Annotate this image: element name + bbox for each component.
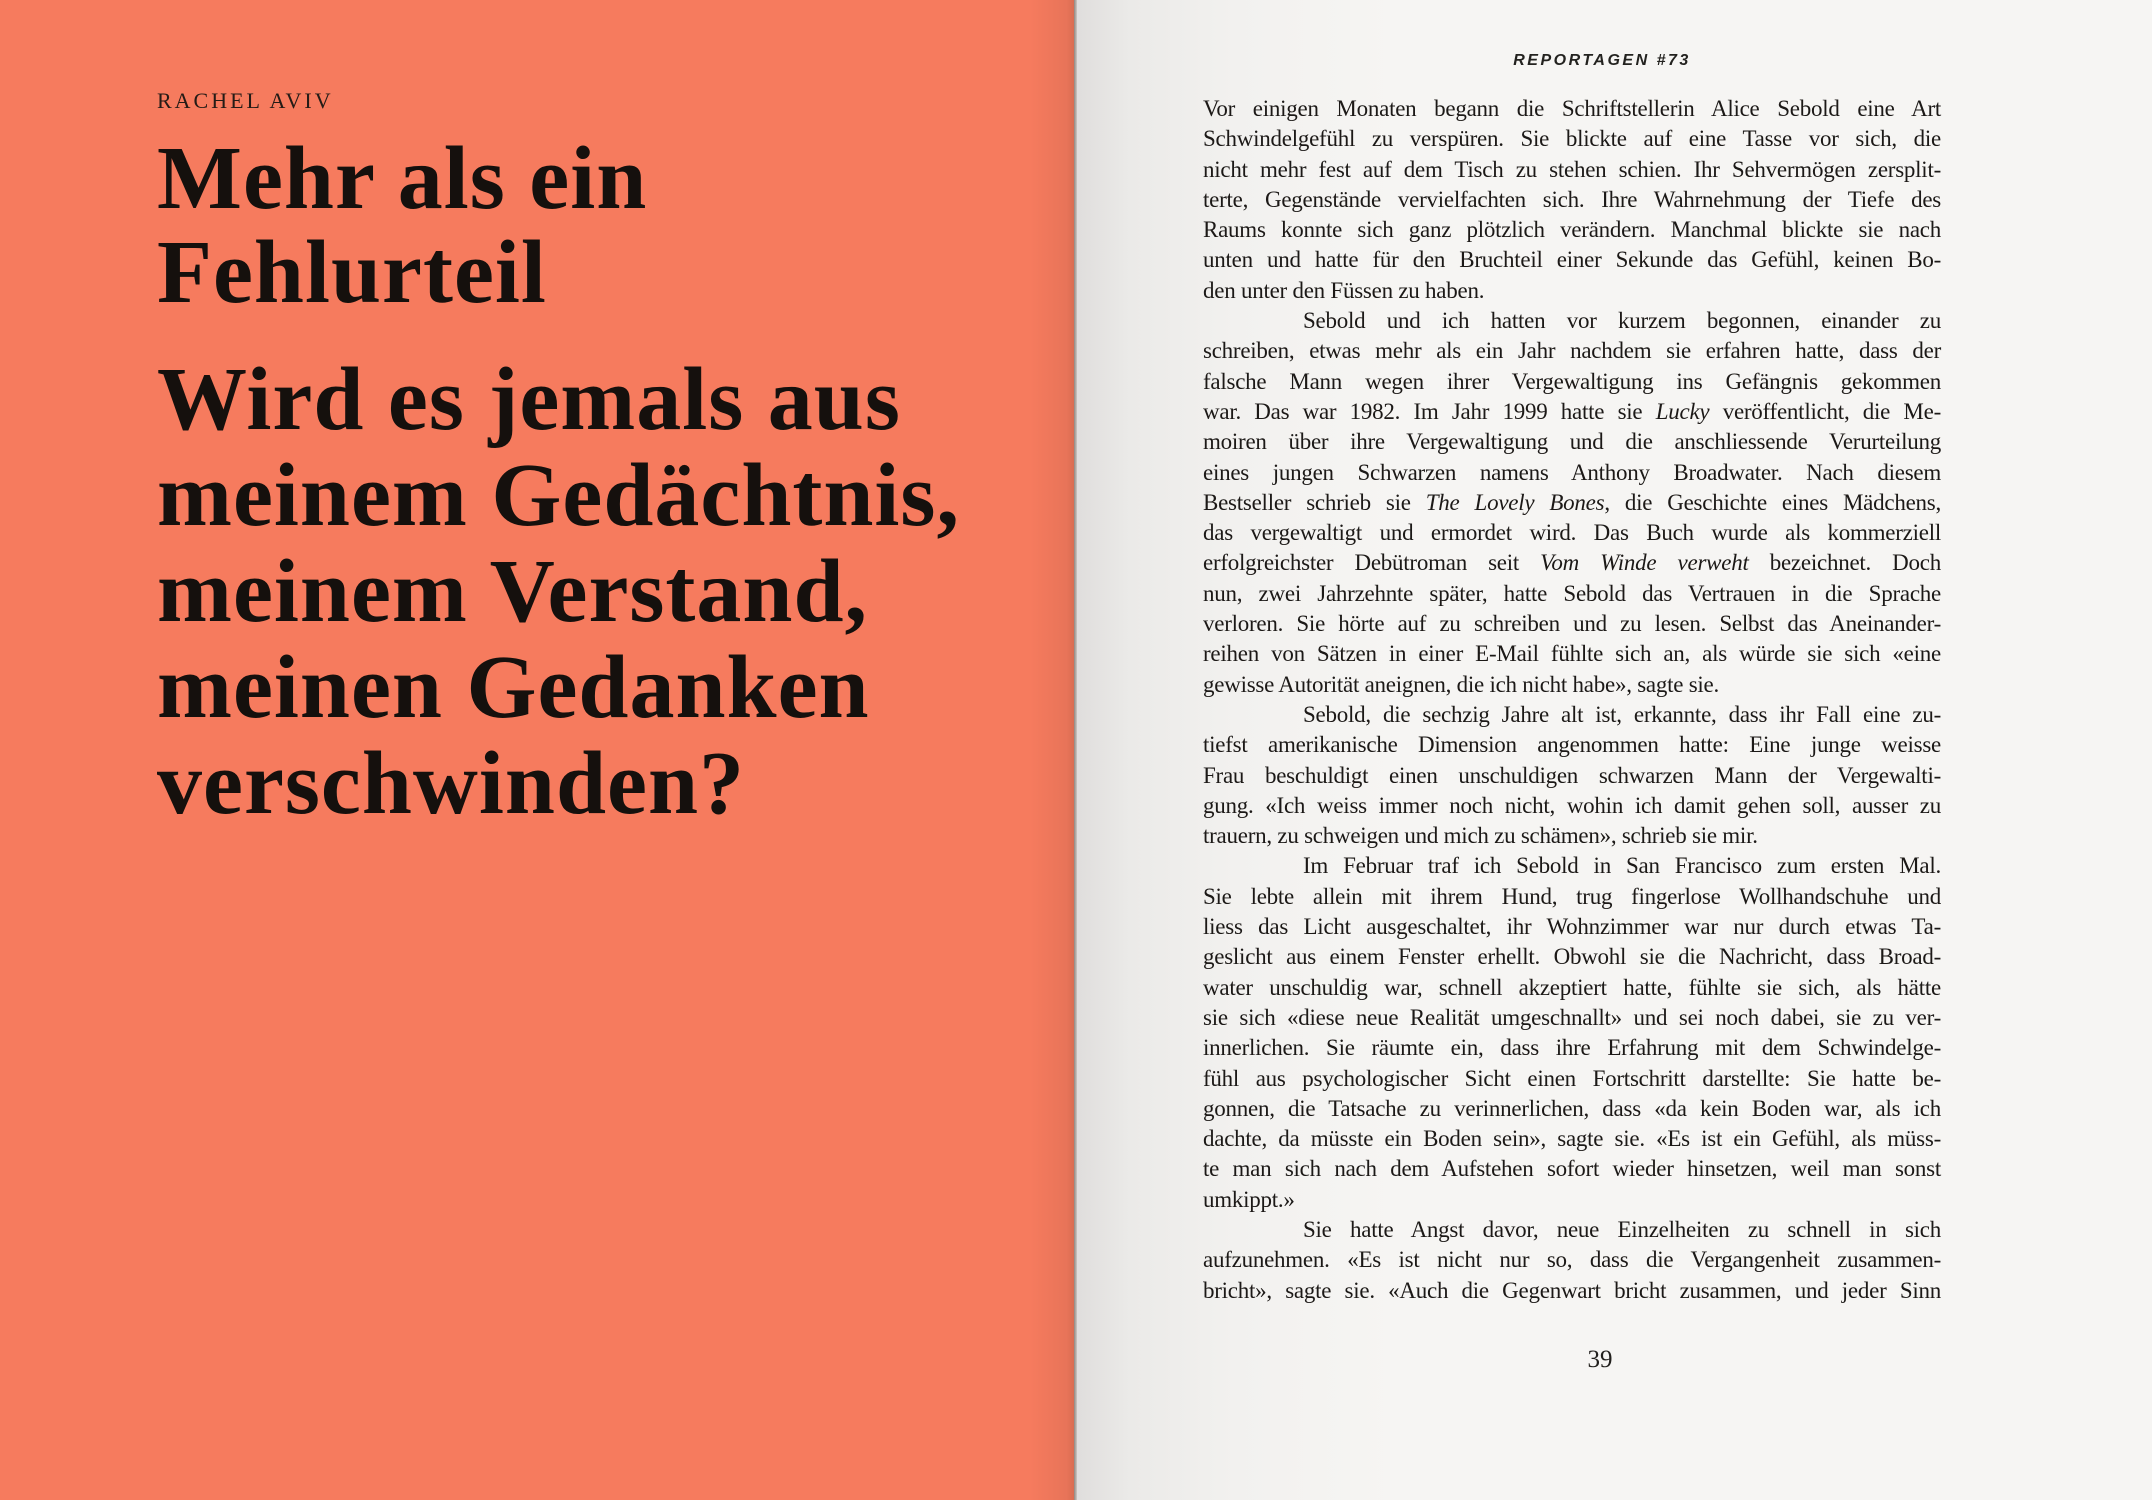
body-line: verloren. Sie hörte auf zu schreiben und zu lesen. Selbst das Aneinander- [1203,611,1941,637]
body-line: moiren über ihre Vergewaltigung und die anschliessende Verurteilung [1203,429,1941,455]
body-line: war. Das war 1982. Im Jahr 1999 hatte sie Lucky veröffentlicht, die Me- [1203,398,1941,424]
body-line: schreiben, etwas mehr als ein Jahr nachdem sie erfahren hatte, dass der [1203,338,1941,364]
page-number: 39 [1587,1346,1613,1373]
body-line: terte, Gegenstände vervielfachten sich. Ihre Wahrnehmung der Tiefe des [1203,186,1941,212]
title-line: Mehr als ein [157,129,648,228]
body-line: unten und hatte für den Bruchteil einer Sekunde das Gefühl, keinen Bo- [1203,247,1941,273]
body-line: gonnen, die Tatsache zu verinnerlichen, dass «da kein Boden war, als ich [1203,1095,1941,1121]
body-line: Frau beschuldigt einen unschuldigen schwarzen Mann der Vergewalti- [1203,762,1941,788]
subtitle-line: meinem Gedächtnis, [157,446,960,545]
author-name: RACHEL AVIV [157,88,334,113]
article-title [157,129,648,322]
page-gutter [1074,0,1077,1500]
subtitle-line: meinem Verstand, [157,542,868,641]
body-line: aufzunehmen. «Es ist nicht nur so, dass die Vergangenheit zusammen- [1203,1247,1941,1273]
body-line: erfolgreichster Debütroman seit Vom Winde verweht bezeichnet. Doch [1203,550,1942,576]
subtitle-line: meinen Gedanken [157,638,870,737]
body-line: umkippt.» [1203,1186,1295,1212]
body-line: Sebold, die sechzig Jahre alt ist, erkannte, dass ihr Fall eine zu- [1303,701,1941,727]
body-line: liess das Licht ausgeschaltet, ihr Wohnzimmer war nur durch etwas Ta- [1203,914,1941,940]
body-line: Sie hatte Angst davor, neue Einzelheiten zu schnell in sich [1303,1216,1941,1242]
body-line: bricht», sagte sie. «Auch die Gegenwart bricht zusammen, und jeder Sinn [1203,1277,1941,1303]
body-line: nicht mehr fest auf dem Tisch zu stehen schien. Ihr Sehvermögen zersplit- [1203,156,1941,182]
title-page [0,0,1075,1500]
body-line: geslicht aus einem Fenster erhellt. Obwohl sie die Nachricht, dass Broad- [1203,944,1941,970]
body-line: Im Februar traf ich Sebold in San Francisco zum ersten Mal. [1303,853,1941,879]
body-line: gewisse Autorität aneignen, die ich nicht habe», sagte sie. [1203,671,1720,697]
body-line: Sebold und ich hatten vor kurzem begonnen, einander zu [1303,308,1941,334]
body-line: dachte, da müsste ein Boden sein», sagte sie. «Es ist ein Gefühl, als müss- [1203,1126,1941,1152]
body-line: den unter den Füssen zu haben. [1203,277,1485,303]
subtitle-line: verschwinden? [157,734,746,833]
body-line: Schwindelgefühl zu verspüren. Sie blickte auf eine Tasse vor sich, die [1203,126,1941,152]
body-line: das vergewaltigt und ermordet wird. Das Buch wurde als kommerziell [1203,520,1941,546]
text-page [1075,0,2152,1500]
title-line: Fehlurteil [157,223,547,322]
running-head: REPORTAGEN #73 [1513,52,1691,69]
article-subtitle [157,352,960,832]
body-line: water unschuldig war, schnell akzeptiert hatte, fühlte sie sich, als hätte [1203,974,1941,1000]
body-line: Sie lebte allein mit ihrem Hund, trug fingerlose Wollhandschuhe und [1203,883,1941,909]
body-line: te man sich nach dem Aufstehen sofort wieder hinsetzen, weil man sonst [1203,1156,1941,1182]
body-line: nun, zwei Jahrzehnte später, hatte Sebold das Vertrauen in die Sprache [1203,580,1941,606]
article-body [1203,94,1941,1306]
body-line: fühl aus psychologischer Sicht einen Fortschritt darstellte: Sie hatte be- [1203,1065,1941,1091]
body-line: tiefst amerikanische Dimension angenommen hatte: Eine junge weisse [1203,732,1941,758]
body-line: trauern, zu schweigen und mich zu schämen», schrieb sie mir. [1203,823,1758,849]
body-line: gung. «Ich weiss immer noch nicht, wohin ich damit gehen soll, ausser zu [1203,792,1941,818]
body-line: sie sich «diese neue Realität umgeschnallt» und sei noch dabei, sie zu ver- [1203,1004,1941,1030]
body-line: innerlichen. Sie räumte ein, dass ihre Erfahrung mit dem Schwindelge- [1203,1035,1941,1061]
body-line: Bestseller schrieb sie The Lovely Bones, die Geschichte eines Mädchens, [1203,489,1941,515]
body-line: eines jungen Schwarzen namens Anthony Broadwater. Nach diesem [1203,459,1941,485]
body-line: falsche Mann wegen ihrer Vergewaltigung ins Gefängnis gekommen [1203,368,1941,394]
subtitle-line: Wird es jemals aus [157,350,901,449]
body-line: Raums konnte sich ganz plötzlich verändern. Manchmal blickte sie nach [1203,217,1941,243]
body-line: Vor einigen Monaten begann die Schriftstellerin Alice Sebold eine Art [1203,96,1941,121]
body-line: reihen von Sätzen in einer E-Mail fühlte sich an, als würde sie sich «eine [1203,641,1941,667]
